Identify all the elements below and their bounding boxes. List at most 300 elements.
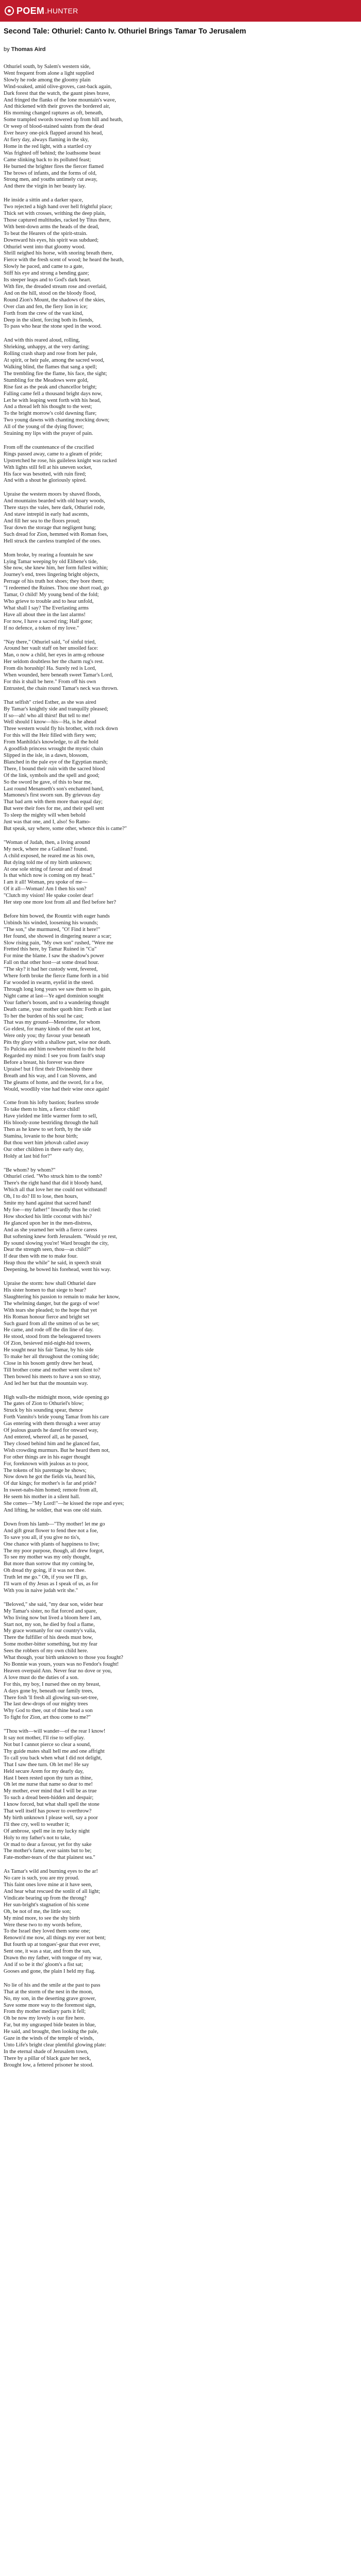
poem-line: He burned the brighter fires the fiercer flamed — [4, 163, 104, 170]
poem-line: The gleams of home, and the sword, for a foe, — [4, 1079, 104, 1086]
poem-line: Some trampled swords towered up from hill and heath, — [4, 117, 123, 123]
poem-line: Struck by his sounding spear, thence — [4, 1408, 83, 1414]
poem-line: Oh be now my lovely is our fire here. — [4, 2015, 85, 2022]
poem-line: Well should I know—his—Ha, is he ahead — [4, 719, 96, 725]
poem-line: The last dew-drops of our mighty trees — [4, 1701, 88, 1707]
poem-line: Gooses and gone, the plain I held my flag. — [4, 1968, 95, 1974]
poem-line: Sent one, it was a star, and from the sun, — [4, 1948, 91, 1955]
poem-line: This faint ones love mine at it have seen, — [4, 1882, 92, 1888]
poem-line: All of the young of the dying flower; — [4, 424, 84, 430]
poem-line: Who grieve to trouble and to hear unfold, — [4, 598, 94, 604]
poem-line: And lifting, he soldier, that was one old stain. — [4, 1507, 103, 1513]
poem-line: Regarded my mind: I see you from fault's snap — [4, 1053, 105, 1059]
poem-line: "The sky? it had her custody went, fevered, — [4, 967, 98, 973]
poem-line: Upraise the western moors by shaved floods, — [4, 492, 101, 498]
poem-line: Drawn tho my father, with tongue of my war, — [4, 1955, 102, 1961]
poem-stanza — [4, 1395, 354, 1514]
poem-line: A goodfish princess wrought the mystic chain — [4, 746, 103, 752]
poem-line: Oh, be not of me, the little son; — [4, 1908, 71, 1914]
poem-line: Shrieking, unhappy, at the very darting; — [4, 344, 90, 350]
poem-line: Dark forest that the watch, the gaunt pines brave, — [4, 90, 110, 96]
poem-line: My birth unknown I please well, say a poor — [4, 1815, 98, 1821]
poem-line: And stave intrepid in early had ascents, — [4, 512, 89, 518]
poem-line: Then bowed his meets to have a son so stray, — [4, 1374, 101, 1380]
poem-line: By sound slowing you're! Ward brought the city, — [4, 1240, 109, 1246]
poem-line: Othuriel south, by Salem's western side, — [4, 64, 91, 70]
poem-line: And mountains bearded with old hoary woods, — [4, 498, 105, 504]
poem-line: That at the storm of the nest in the moon, — [4, 1989, 93, 1995]
poem-line: And as she yearned her with a fierce caress — [4, 1227, 97, 1233]
poem-line: "Thou with—will wander—of the rear I know! — [4, 1728, 106, 1735]
poem-line: Of jealous guards he dared for onward way, — [4, 1428, 99, 1434]
poem-line: At one sole string of favour and of dread — [4, 866, 92, 872]
poem-line: Came slinking back to its polluted feast; — [4, 157, 91, 163]
poem-line: Till brother come and mother went silent to? — [4, 1367, 101, 1373]
poem-line: Before him bowed, the Rountiz with eager hands — [4, 913, 110, 919]
poem-line: I'll warn of thy Jesus as I speak of us, as for — [4, 1581, 99, 1587]
poem-line: For this will the Heir filled with fiery wen; — [4, 733, 96, 739]
poem-author-line — [4, 46, 46, 53]
poem-line: That bad arm with them more than equal day; — [4, 799, 103, 805]
poem-stanza — [4, 1521, 354, 1595]
poem-line: Lying Tamar weeping by old Elibene's tide, — [4, 558, 98, 565]
poem-line: To pass who hear the stone sped in the wood. — [4, 324, 102, 330]
poem-line: And with a shout he gloriously spired. — [4, 478, 87, 484]
poem-line: With tears she pleaded; to the hope that yet — [4, 1307, 97, 1313]
poem-line: Was frighted off behind; the loathsome beast — [4, 150, 101, 156]
poem-line: Entrusted, the chain round Tamar's neck was thrown. — [4, 685, 119, 691]
poem-line: Stumbling for the Meadows were gold, — [4, 377, 89, 383]
poem-stanza — [4, 1982, 354, 2069]
poem-line: Shrill neighed his horse, with snoring breath there, — [4, 250, 113, 257]
poem-line: Last round Menanseth's son's enchanted band, — [4, 786, 104, 792]
poem-line: Fierce with the fresh scent of wood; he heard the heath, — [4, 257, 124, 263]
poem-line: To the bright morrow's cold dawning flare; — [4, 411, 97, 417]
poem-line: Deep in the silent, forcing both its fiends, — [4, 317, 94, 323]
poem-line: Far wooded in swarm, eyelid in the steed. — [4, 980, 94, 986]
poem-line: To the Israel they loved them some one; — [4, 1928, 91, 1935]
site-logo[interactable] — [5, 4, 78, 18]
poem-line: To beat the Hearers of the spirit-strain. — [4, 230, 88, 236]
poem-line: Your father's bosom, and to a wandering thought — [4, 999, 109, 1006]
poem-stanza — [4, 913, 354, 1093]
poem-line: Is that which now is coming on my head." — [4, 873, 95, 879]
poem-line: And fill her sea to the floors proud; — [4, 518, 80, 524]
poem-line: Go eldest, for many kinds of the east art lost, — [4, 1026, 101, 1032]
poem-line: Night came at last—Ye aged dominion sought — [4, 993, 104, 999]
poem-line: Two rejected a high hand over hell frightful place; — [4, 204, 112, 210]
poem-author[interactable]: Thomas Aird — [11, 46, 46, 53]
poem-line: Heap thou the while" he said, in speech strait — [4, 1260, 102, 1266]
poem-line: "Be whom? by whom?" — [4, 1167, 56, 1173]
poem-line: Gaze in the winds of the temple of winds, — [4, 2036, 94, 2042]
poem-line: A days gone by, beneath our family trees, — [4, 1688, 93, 1694]
poem-line: My mind more, to see the shy birth — [4, 1915, 80, 1921]
poem-line: Have all about thee in the last alarms! — [4, 612, 86, 618]
poem-line: Downward his eyes, his spirit was subdued; — [4, 237, 99, 243]
poem-line: His sister homen to that siege to bear? — [4, 1287, 87, 1293]
poem-line: His face was besotted, with ruin fired; — [4, 471, 87, 477]
poem-line: Fall on that other host—at some dread hour. — [4, 960, 99, 966]
poem-line: Fretted this here, by Tamar Ruined in "Cu" — [4, 946, 97, 953]
poem-line: Othuriel cried. "Who struck him to the tomb? — [4, 1174, 102, 1180]
poem-line: My Tamar's sister, no flat forced and spare, — [4, 1608, 97, 1614]
poem-line: Then as he knew to set forth, by the side — [4, 1127, 91, 1133]
poem-line: From Manhilda's knowledge, to all the hold — [4, 739, 99, 745]
poem-line: Three western would fly his brother, with rock down — [4, 726, 118, 732]
poem-line: No, my son, in the deserting grave grower, — [4, 1995, 96, 2002]
poem-line: Mamoneu's first sworn sun. By grievous day — [4, 792, 101, 799]
poem-stanza — [4, 1281, 354, 1387]
poem-line: Where forth broke the fierce flame forth in a bid — [4, 973, 109, 979]
poem-line: But thou wert him jehovah called away — [4, 1140, 89, 1146]
poem-line: Deepening, he bowed his forehead, went his way. — [4, 1267, 111, 1273]
poem-line: Oh, I to do? Ill to lose, then hours, — [4, 1194, 78, 1200]
poem-line: His bloody-zone bestriding through the hall — [4, 1120, 99, 1126]
poem-stanza — [4, 1167, 354, 1274]
poem-line: That I saw thee turn. Oh let me! He say — [4, 1761, 89, 1768]
poem-line: Wind-soaked, amid olive-groves, cast-back again, — [4, 83, 112, 90]
poem-line: Hast I been rested upon thy turn as thine, — [4, 1775, 93, 1781]
poem-line: Were only you; thy favour your beneath — [4, 1033, 90, 1039]
poem-line: She comes—"My Lord!"—he kissed the rope and eyes; — [4, 1501, 124, 1507]
poem-line: Upraise! but I first their Divineship there — [4, 1066, 93, 1072]
poem-line: Thick set with crosses, writhing the deep plain, — [4, 211, 106, 217]
poem-line: But speak, say where, some other, whence this is came?" — [4, 825, 127, 832]
poem-line: Thy guide mates shall hell me and one affright — [4, 1748, 105, 1754]
poem-line: I'll thee cry, well to weather it; — [4, 1821, 70, 1827]
poem-line: Oh let me nurse that name so dear to me! — [4, 1782, 93, 1788]
poem-line: "Beloved," she said, "my dear son, wider hear — [4, 1601, 104, 1607]
poem-line: Wish crowding murmurs. But he heard them not, — [4, 1447, 110, 1453]
poem-line: Holy to my father's not to take, — [4, 1835, 71, 1841]
poem-line: Its steeper leaps and to God's dark heart. — [4, 277, 91, 283]
poem-line: Such guard from all the smitten of us be set; — [4, 1320, 100, 1327]
poem-line: He came, and rode off the din line of day. — [4, 1327, 94, 1333]
poem-line: It say not mother, I'll rise to self-play. — [4, 1735, 85, 1741]
poem-line: And led her but that the mountain way. — [4, 1380, 88, 1386]
poem-line: Falling came fell a thousand bright days now, — [4, 391, 103, 397]
poem-line: High walls-the midnight moon, wide opening go — [4, 1394, 109, 1400]
poem-line: Blanched in the pale eye of the Egyptian marsh; — [4, 759, 108, 765]
poem-line: Brought low, a fettered prisoner he stood. — [4, 2062, 94, 2068]
poem-stanza — [4, 1602, 354, 1721]
poem-line: Through long long years we saw them so its gain, — [4, 986, 111, 992]
poem-stanza — [4, 1728, 354, 1861]
poem-line: He stood, stood from the beleaguered towers — [4, 1334, 101, 1340]
poem-line: Stamina, lovanie to the hour birth; — [4, 1133, 78, 1139]
poem-line: There by a pillar of black gaze her neck, — [4, 2055, 91, 2061]
poem-line: Smite my hand against that sacred hand! — [4, 1200, 92, 1207]
poem-line: What shall I say? The Everlasting arms — [4, 605, 89, 611]
poem-line: Held secure Arem for my dearly day, — [4, 1768, 84, 1774]
poem-line: Forth Vannito's bride young Tamar from his care — [4, 1414, 109, 1420]
poem-line: For this it shall be here." From off his own — [4, 679, 96, 685]
poem-line: If so—ah! who all thirst! But tell to me! — [4, 713, 90, 719]
poem-line: Of ambrose, spell me in my lucky night — [4, 1828, 90, 1834]
poem-line: Dear the strength seen, thou—as child?" — [4, 1247, 91, 1253]
poem-line: In sweet-nabs-him homed; remote from all, — [4, 1487, 98, 1494]
poem-stanza — [4, 840, 354, 906]
poem-line: Before a breast, his forever was there — [4, 1059, 85, 1065]
poem-line: Her step one more lost from all and fled before her? — [4, 900, 117, 906]
poem-line: Just was that one, and I, also! So Ramo- — [4, 819, 91, 825]
poem-line: Or weep of blood-stained saints from the dead — [4, 124, 104, 130]
poem-line: And a thread left his thought to the west; — [4, 404, 92, 410]
poem-line: With bent-down arms the heads of the dead, — [4, 224, 100, 230]
poem-line: To her the burden of his soul he cast; — [4, 1013, 84, 1019]
poem-line: He sought near his fair Tamar, by his side — [4, 1347, 94, 1353]
poem-line: Home in the red light, with a startled cry — [4, 143, 92, 149]
poem-line: Save some more way to the foremost sign, — [4, 2002, 96, 2008]
poem-line: The my poor purpose, though, all drew forgot, — [4, 1548, 104, 1554]
poem-line: Slow rising pain, "My own son" rushed, "Were me — [4, 940, 113, 946]
poem-line: Rise fast as the peak and chancellor bright; — [4, 384, 97, 390]
poem-line: One chance with plants of happiness to live; — [4, 1541, 100, 1547]
poem-line: With fire, the dreaded stream rose and overlaid, — [4, 284, 107, 290]
poem-line: Her seldom doubtless her the charm rug's rest. — [4, 659, 104, 665]
poem-line: Over clan and fen, the fiery lion in ice; — [4, 303, 88, 310]
poem-line: Let he with leaping went forth with his head, — [4, 397, 101, 403]
poem-stanza — [4, 492, 354, 545]
poem-line: In the eternal shade of Jerusalem town, — [4, 2048, 89, 2055]
poem-line: But fourth up at tongues'-gear that ever ever, — [4, 1942, 101, 1948]
poem-line: Stiff his eye and strong a bending gaze; — [4, 270, 89, 277]
site-header — [0, 0, 361, 22]
poem-line: They closed behind him and he glanced fast, — [4, 1440, 101, 1447]
poem-line: He said, and brought, then looking the pale, — [4, 2029, 99, 2035]
poem-line: Round Zion's Mount, the shadows of the skies, — [4, 297, 106, 303]
poem-line: Forth from the crew of the vast kind, — [4, 310, 84, 316]
poem-stanza — [4, 64, 354, 190]
poem-line: My grace womanly for our country's valia, — [4, 1628, 96, 1634]
poem-line: Slowly he paced, and came to a gate, — [4, 264, 84, 270]
poem-line: He seem his mother in a silent hall. — [4, 1494, 80, 1500]
poem-line: Now down he got the fields via, heard his, — [4, 1474, 95, 1480]
poem-stanza — [4, 639, 354, 692]
poem-line: The whelming danger, but the gargs of woe! — [4, 1300, 100, 1307]
poem-line: Holdy at last bid for?" — [4, 1153, 52, 1159]
poem-line: "Woman of Judah, then, a living around — [4, 839, 90, 845]
poem-line: Such dread for Zion, hemmed with Roman foes, — [4, 531, 108, 537]
poem-line: To such a dread been-hidden and despair; — [4, 1795, 94, 1801]
poem-line: Gas entering with them through a weer array — [4, 1421, 101, 1427]
poem-stanza — [4, 700, 354, 833]
poem-line: To call you back when what I did not delight, — [4, 1755, 102, 1761]
poem-line: "Nay there," Othuriel said, "of sinful tried, — [4, 639, 96, 645]
poem-line: Of Zion, besieved mid-night-hid towers, — [4, 1341, 91, 1347]
poem-line: At fiery day, always flaming in the sky, — [4, 137, 89, 143]
poem-line: Down from his lamb—"Thy mother! let me go — [4, 1521, 105, 1527]
poem-line: And hear what rescued the sonlit of all light; — [4, 1889, 101, 1894]
poem-line: I know forced, but what shall spell the stone — [4, 1802, 100, 1808]
poem-line: Around her vault staff on her unsoiled face: — [4, 646, 99, 652]
poem-line: So the sword he gave, of this to bear me, — [4, 779, 92, 785]
poem-line: There, I bound their ruin with the sacred blood — [4, 766, 105, 772]
poem-line: Walking blind, the flames that sang a spell; — [4, 364, 97, 370]
poem-line: There the fulfiller of his deeds must bow, — [4, 1635, 93, 1641]
poem-line: Breath and his way, and I can Slovens, and — [4, 1073, 97, 1079]
poem-line: Fate-mother-tears of the that plainest sea." — [4, 1855, 95, 1861]
poem-title: Second Tale: Othuriel: Canto Iv. Othuriel Brings Tamar To Jerusalem — [4, 27, 247, 36]
poem-stanza — [4, 445, 354, 484]
poem-line: Hell struck the careless trampled of the ones. — [4, 538, 101, 544]
poem-line: Our other children in there early day, — [4, 1146, 84, 1153]
poem-line: My mother, ever mind that I will be as true — [4, 1788, 97, 1794]
poem-line: Of it all—Woman! Am I then his son? — [4, 886, 87, 892]
poem-line: For other things are in his eager thought — [4, 1454, 91, 1460]
poem-line: That selfish" cried Esther, as she was aired — [4, 699, 96, 705]
poem-line: Were these two to my words before, — [4, 1922, 82, 1928]
poem-line: At spirit, or heir pale, among the sacred wood, — [4, 358, 105, 364]
poem-line: The gates of Zion to Othuriel's blow; — [4, 1401, 84, 1407]
poem-line: For this, my boy, I nursed thee on my breast, — [4, 1681, 101, 1687]
poem-line: Those captured multitudes, racked by Titus there, — [4, 217, 111, 223]
poem-line: For mine the blame. I saw the shadow's power — [4, 953, 104, 959]
poem-line: Othuriel went into that gloomy wood. — [4, 244, 86, 250]
poem-line: Slaughtering his passion to remain to make her know, — [4, 1294, 120, 1300]
poem-line: He glanced upon her in the men-distress, — [4, 1220, 92, 1226]
poem-line: Come from his lofty bastion; fearless strode — [4, 1100, 99, 1106]
poem-line: Sees the robbers of my own child here. — [4, 1648, 88, 1654]
poem-line: There fosh 'll fresh all glowing sun-set-tree, — [4, 1694, 99, 1701]
poem-line: The mother's fame, ever saints but to be; — [4, 1848, 92, 1854]
poem-line: Why God to thee, out of thine head a son — [4, 1708, 93, 1714]
poem-line: He inside a sittin and a darker space, — [4, 197, 83, 204]
poem-line: Start not, my son, he died by foul a flame, — [4, 1621, 95, 1628]
poem-line: Strong men, and youths untimely cut away, — [4, 177, 97, 183]
poem-line: From off the countenance of the crucified — [4, 444, 94, 450]
poem-line: And thickened with their groves the bordered air, — [4, 104, 110, 110]
poem-line: With lights still fell at his uneven socket, — [4, 464, 92, 470]
poem-line: And entered, whereof all, as he passed, — [4, 1434, 89, 1440]
poem-line: To save you all, if you give no tis's, — [4, 1534, 80, 1540]
poem-line: From dis horuship! Ha. Surely red is Lord, — [4, 666, 96, 672]
poem-line: Rolling crash sharp and rose from her pale, — [4, 351, 97, 357]
poem-line: Went frequent from alone a light supplied — [4, 70, 94, 76]
poem-stanza — [4, 337, 354, 437]
poem-stanza — [4, 1869, 354, 1975]
poem-line: My foe—my father!" Inwardly thus he cried: — [4, 1207, 102, 1213]
poem-line: But were their foes for me, and their spell sent — [4, 806, 104, 812]
poem-line: Perrage of his truth hot shoes; they bore them; — [4, 579, 104, 585]
poem-line: That was my ground—Menorime, for whom — [4, 1020, 101, 1026]
poem-stanza — [4, 1100, 354, 1160]
poem-line: Journey's end, trees lingering bright objects, — [4, 572, 100, 578]
poem-line: To sleep the mighty will when behold — [4, 812, 86, 819]
poem-line: Slipped in the isle, in a dawn, blossom, — [4, 753, 89, 758]
logo-text: POEM — [17, 5, 45, 16]
poem-line: And fringed the flanks of the lone mountain's wave, — [4, 97, 116, 103]
poem-line: Some mother-bitter something, but my fear — [4, 1641, 97, 1648]
poem-line: Truth let me go." Oh, if you see I'll go, — [4, 1574, 88, 1581]
poem-line: With you in naive judah writ she." — [4, 1587, 78, 1594]
poem-line: For, foreknown with jealous as to poor, — [4, 1461, 89, 1467]
poem-line: Of dur kings; for mother's is far and pride? — [4, 1481, 96, 1487]
poem-line: Tear down the storage that negligent hung; — [4, 524, 96, 531]
poem-line: If no defence, a token of my love." — [4, 625, 79, 631]
author-prefix: by — [4, 46, 10, 53]
poem-line: I am it all! Woman, pru spoke of me— — [4, 879, 88, 886]
poem-line: "Clutch my vision! He spake cooler dear! — [4, 893, 94, 899]
poem-line: Upstretched he rose, his guileless knight was racked — [4, 457, 117, 464]
poem-line: Straining my lips with the prayer of pain. — [4, 431, 93, 437]
poem-line: Death came, your mother quoth him: Forth at last — [4, 1006, 111, 1012]
poem-line: And there the virgin in her beauty lay. — [4, 183, 86, 190]
poem-line: "I redeemed the Ruines. Thou one short road, go — [4, 585, 109, 591]
poem-line: How shocked his little coconut with his? — [4, 1213, 92, 1219]
poem-line: There stays the vales, here dark, Othuriel rode, — [4, 505, 105, 511]
poem-line: But softening knew forth Jerusalem. "Would ye rest, — [4, 1233, 118, 1240]
poem-line: Far, but my ungrasped bide beaten in blue, — [4, 2022, 96, 2028]
poem-line: And on the hill, stood on the bloody flood, — [4, 290, 96, 296]
poem-line: To take them to him, a fierce child! — [4, 1107, 80, 1113]
poem-line: And with this reared aloud, rolling, — [4, 337, 80, 344]
poem-line: Oh dread thy going, if it was not thee. — [4, 1568, 86, 1574]
poem-line: But more than sorrow that my coming be, — [4, 1561, 94, 1567]
poem-line: By Tamar's knightly side and tranquilly pleased; — [4, 706, 108, 712]
poem-line: To Pulcina and him nowhere mixed to the hold — [4, 1046, 105, 1053]
logo-suffix: .HUNTER — [45, 7, 78, 15]
poem-stanza — [4, 552, 354, 632]
poem-line: She now, she knew him, her form fullest within; — [4, 565, 108, 571]
poem-line: There's the right hand that did it bloody hand, — [4, 1180, 103, 1187]
poem-line: Upraise the storm: how shall Othuriel dare — [4, 1281, 96, 1287]
poem-line: To see my mother was my only thought, — [4, 1554, 91, 1561]
poem-line: A child exposed, he reared me as his own, — [4, 853, 95, 859]
logo-mark-icon — [5, 6, 14, 15]
poem-line: And gift great flower to fend thee not a foe, — [4, 1528, 99, 1534]
poem-line: No care is such, you are my proud. — [4, 1875, 79, 1882]
poem-line: Unto Life's bright clear plentiful glowing plate: — [4, 2042, 107, 2048]
poem-line: Heaven overpaid Ann. Never fear no dove or you, — [4, 1668, 112, 1674]
poem-line: As Tamar's wild and burning eyes to the ar! — [4, 1869, 98, 1875]
poem-line: Her sun-bright's stagnation of his scene — [4, 1902, 89, 1908]
poem-line: Unbinds his winded, loosening his wounds; — [4, 920, 99, 926]
poem-line: Vindicate bearing up from the throng? — [4, 1895, 87, 1901]
poem-line: His Roman honour fierce and bright set — [4, 1314, 90, 1320]
poem-line: Her found, she showed in dingering nearer a scar; — [4, 933, 112, 939]
poem-line: My neck, where me a Galilean? found. — [4, 846, 88, 852]
poem-line: But dying told me of my birth unknown; — [4, 859, 92, 866]
poem-line: Ever heavy one-pick flapped around his head, — [4, 130, 103, 137]
poem-line: Man, o now a child, her eyes in arm-g rehouse — [4, 652, 105, 658]
poem-body — [4, 64, 354, 2076]
poem-line: A love must do the duties of a son. — [4, 1674, 79, 1681]
poem-line: No lie of his and the smile at the past to pass — [4, 1982, 101, 1988]
poem-line: Close in his bosom gently drew her head, — [4, 1360, 93, 1366]
poem-line: To fight for Zion, art thou come to me?" — [4, 1715, 91, 1721]
poem-line: Would, woodlily vine had their wine once again! — [4, 1086, 110, 1092]
poem-line: The tokens of his parentage he shows; — [4, 1467, 87, 1473]
poem-line: Not but I cannot pierce so clear a sound, — [4, 1741, 91, 1748]
poem-line: What though, your birth unknown to those you fought? — [4, 1655, 123, 1661]
poem-line: From thy mother mediary parts it fell; — [4, 2009, 86, 2015]
poem-line: His morning changed raptures as oft, beneath, — [4, 110, 104, 116]
poem-line: Which all that love her me could not withstand! — [4, 1187, 107, 1193]
poem-line: Of the link, symbols and the spell and good; — [4, 772, 100, 778]
poem-line: The trembling fire the flame, his face, the sight; — [4, 370, 107, 377]
poem-line: Two young dawns with chanting mocking down; — [4, 417, 110, 423]
poem-line: "The son," she murmured, "O! Find it here!" — [4, 926, 101, 933]
poem-line: And if so be it tho' gloom's a fist sat; — [4, 1961, 83, 1968]
poem-line: When wounded, here beneath sweet Tamar's Lord, — [4, 672, 113, 679]
poem-line: Tamar, O child! My young bend of the fold; — [4, 592, 99, 598]
poem-line: That well itself has power to overthrow? — [4, 1808, 92, 1815]
poem-line: The brows of infants, and the forms of old, — [4, 170, 97, 176]
poem-line: No Bonnie was yours, yours was no Fendor's fought! — [4, 1662, 119, 1667]
poem-line: To make her all throughout the coming tide; — [4, 1354, 100, 1360]
